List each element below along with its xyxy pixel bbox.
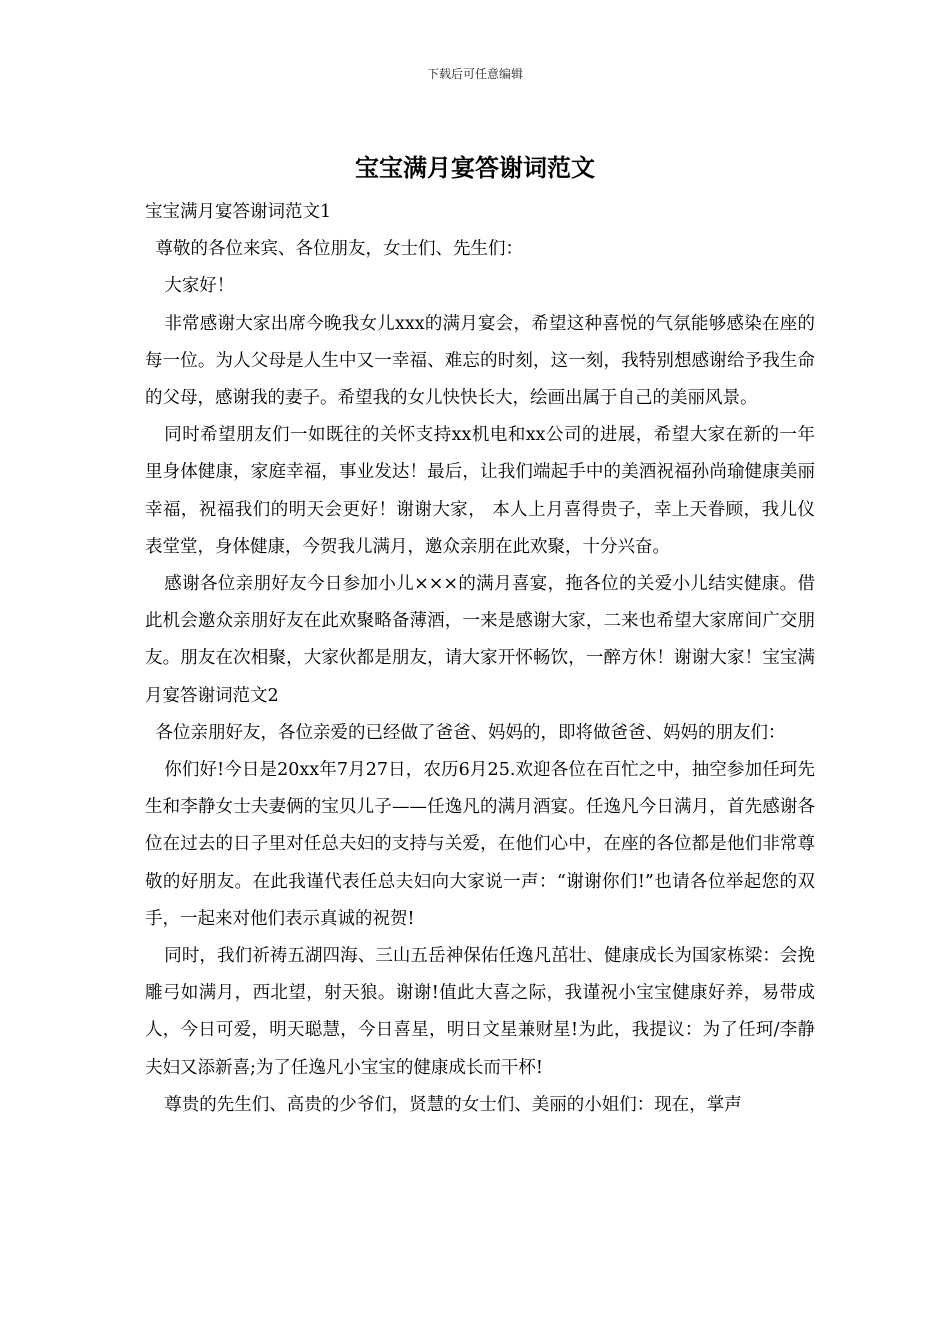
body-paragraph: 你们好!今日是20xx年7月27日，农历6月25.欢迎各位在百忙之中，抽空参加任珂先生和李静女士夫妻俩的宝贝儿子——任逸凡的满月酒宴。任逸凡今日满月，首先感谢各位在过去的日子里对任总夫妇的支持与关爱，在他们心中，在座的各位都是他们非常尊敬的好朋友。在此我谨代表任总夫妇向大家说一声：“谢谢你们!”也请各位举起您的双手，一起来对他们表示真诚的祝贺!: [145, 760, 815, 929]
body-paragraph: 尊贵的先生们、高贵的少爷们，贤慧的女士们、美丽的小姐们：现在，掌声: [164, 1094, 742, 1115]
document-title: 宝宝满月宴答谢词范文: [355, 153, 595, 182]
section-heading-1: 宝宝满月宴答谢词范文1: [145, 202, 332, 222]
salutation-paragraph: 各位亲朋好友，各位亲爱的已经做了爸爸、妈妈的，即将做爸爸、妈妈的朋友们：: [155, 722, 786, 743]
greeting-paragraph: 大家好！: [164, 276, 235, 297]
body-paragraph: 同时，我们祈祷五湖四海、三山五岳神保佑任逸凡茁壮、健康成长为国家栋梁：会挽雕弓如满月，西北望，射天狼。谢谢!值此大喜之际，我谨祝小宝宝健康好养，易带成人，今日可爱，明天聪慧，今日喜星，明日文星兼财星!为此，我提议：为了任珂/李静夫妇又添新喜;为了任逸凡小宝宝的健康成长而干杯!: [145, 946, 815, 1078]
document-body: [145, 194, 815, 1124]
salutation-paragraph: 尊敬的各位来宾、各位朋友，女士们、先生们：: [155, 239, 523, 260]
body-paragraph: 非常感谢大家出席今晚我女儿xxx的满月宴会，希望这种喜悦的气氛能够感染在座的每一位。为人父母是人生中又一幸福、难忘的时刻，这一刻，我特别想感谢给予我生命的父母，感谢我的妻子。希望我的女儿快快长大，绘画出属于自己的美丽风景。: [145, 313, 815, 409]
body-paragraph: 同时希望朋友们一如既往的关怀支持xx机电和xx公司的进展，希望大家在新的一年里身体健康，家庭幸福，事业发达！最后，让我们端起手中的美酒祝福孙尚瑜健康美丽幸福，祝福我们的明天会更好！谢谢大家， 本人上月喜得贵子，幸上天眷顾，我儿仪表堂堂，身体健康，今贺我儿满月，邀众亲朋在此欢聚，十分兴奋。: [145, 425, 815, 557]
page-header-note: 下载后可任意编辑: [426, 67, 523, 81]
body-paragraph: 感谢各位亲朋好友今日参加小儿×××的满月喜宴，拖各位的关爱小儿结实健康。借此机会邀众亲朋好友在此欢聚略备薄酒，一来是感谢大家，二来也希望大家席间广交朋友。朋友在次相聚，大家伙都是朋友，请大家开怀畅饮，一醉方休！谢谢大家！宝宝满月宴答谢词范文2: [145, 574, 815, 706]
